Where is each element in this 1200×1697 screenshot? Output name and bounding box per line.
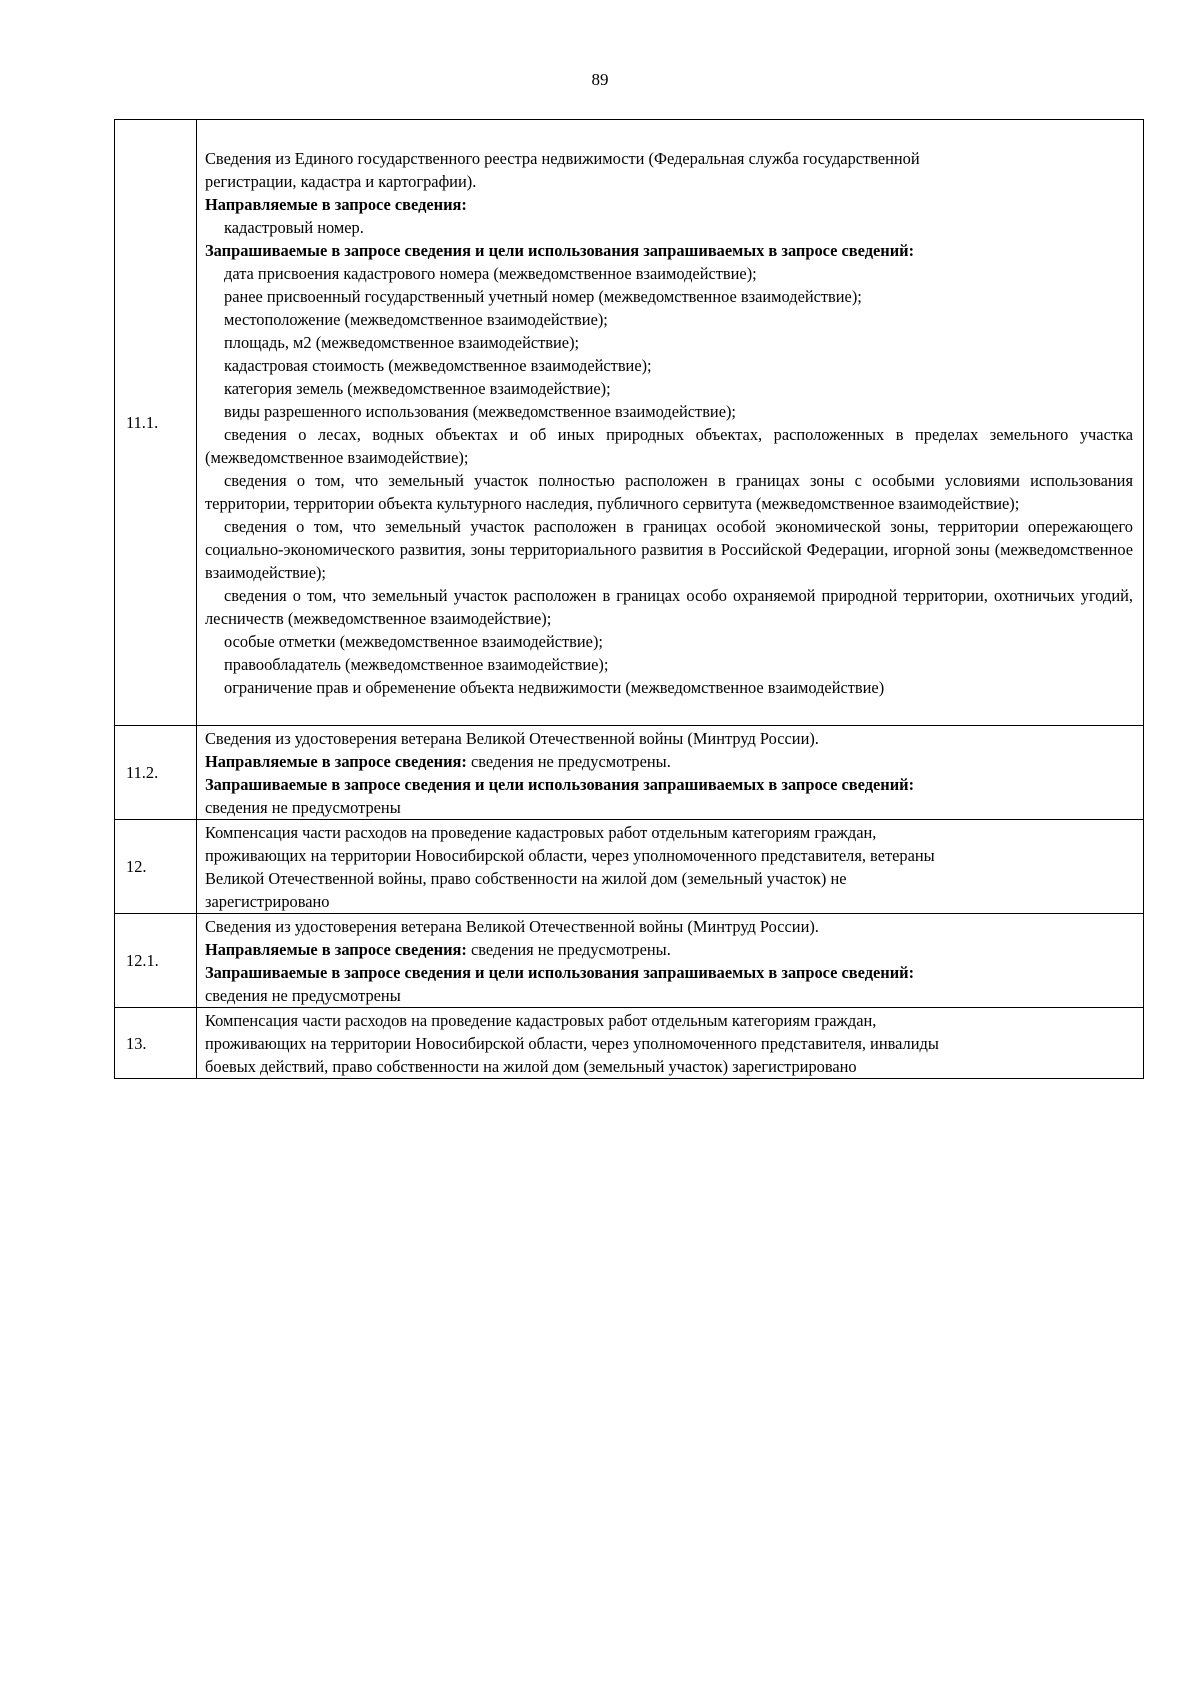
requested-value: сведения не предусмотрены	[205, 985, 401, 1005]
row-number: 12.	[115, 820, 197, 914]
table-row	[115, 120, 1144, 726]
requested-heading: Запрашиваемые в запросе сведения и цели использования запрашиваемых в запросе сведений:	[205, 962, 915, 982]
list-item: кадастровая стоимость (межведомственное взаимодействие);	[224, 355, 652, 375]
list-item: местоположение (межведомственное взаимодействие);	[224, 309, 608, 329]
sent-heading: Направляемые в запросе сведения:	[205, 194, 467, 214]
sent-heading: Направляемые в запросе сведения:	[205, 939, 467, 959]
row-number: 13.	[115, 1008, 197, 1079]
table-row	[115, 726, 1144, 820]
sent-heading: Направляемые в запросе сведения:	[205, 751, 467, 771]
list-paragraph: сведения о лесах, водных объектах и об иных природных объектах, расположенных в пределах земельного участка (межведомственное взаимодействие);	[205, 424, 1133, 467]
source-text: регистрации, кадастра и картографии).	[205, 171, 477, 191]
services-table	[114, 119, 1144, 1079]
row-content	[197, 914, 1144, 1008]
row-number: 12.1.	[115, 914, 197, 1008]
requested-heading: Запрашиваемые в запросе сведения и цели использования запрашиваемых в запросе сведений:	[205, 240, 915, 260]
table-row	[115, 914, 1144, 1008]
page-number: 89	[591, 70, 609, 89]
service-text: Компенсация части расходов на проведение кадастровых работ отдельным категориям граждан,	[205, 1010, 877, 1030]
list-item: дата присвоения кадастрового номера (межведомственное взаимодействие);	[224, 263, 757, 283]
list-paragraph: сведения о том, что земельный участок полностью расположен в границах зоны с особыми условиями использования территории, территории объекта культурного наследия, публичного сервитута (межведомственное взаимодействие);	[205, 470, 1133, 513]
list-item: ограничение прав и обременение объекта недвижимости (межведомственное взаимодействие)	[224, 677, 885, 697]
list-item: виды разрешенного использования (межведомственное взаимодействие);	[224, 401, 736, 421]
row-content	[197, 120, 1144, 726]
service-text: проживающих на территории Новосибирской области, через уполномоченного представителя, ветераны	[205, 845, 935, 865]
service-text: проживающих на территории Новосибирской области, через уполномоченного представителя, инвалиды	[205, 1033, 939, 1053]
sent-value: сведения не предусмотрены.	[466, 751, 671, 771]
source-text: Сведения из удостоверения ветерана Великой Отечественной войны (Минтруд России).	[205, 728, 819, 748]
list-item: категория земель (межведомственное взаимодействие);	[224, 378, 611, 398]
row-content	[197, 726, 1144, 820]
list-item: правообладатель (межведомственное взаимодействие);	[224, 654, 609, 674]
table-row	[115, 820, 1144, 914]
list-paragraph: сведения о том, что земельный участок расположен в границах особо охраняемой природной территории, охотничьих угодий, лесничеств (межведомственное взаимодействие);	[205, 585, 1133, 628]
service-text: зарегистрировано	[205, 891, 330, 911]
source-text: Сведения из Единого государственного реестра недвижимости (Федеральная служба государственной	[205, 148, 920, 168]
row-number: 11.2.	[115, 726, 197, 820]
requested-value: сведения не предусмотрены	[205, 797, 401, 817]
list-item: ранее присвоенный государственный учетный номер (межведомственное взаимодействие);	[224, 286, 862, 306]
list-item: площадь, м2 (межведомственное взаимодействие);	[224, 332, 580, 352]
requested-heading: Запрашиваемые в запросе сведения и цели использования запрашиваемых в запросе сведений:	[205, 774, 915, 794]
source-text: Сведения из удостоверения ветерана Великой Отечественной войны (Минтруд России).	[205, 916, 819, 936]
row-content	[197, 1008, 1144, 1079]
table-row	[115, 1008, 1144, 1079]
sent-value: сведения не предусмотрены.	[466, 939, 671, 959]
list-item: особые отметки (межведомственное взаимодействие);	[224, 631, 603, 651]
service-text: боевых действий, право собственности на жилой дом (земельный участок) зарегистрировано	[205, 1056, 857, 1076]
service-text: Компенсация части расходов на проведение кадастровых работ отдельным категориям граждан,	[205, 822, 877, 842]
row-number: 11.1.	[115, 120, 197, 726]
list-paragraph: сведения о том, что земельный участок расположен в границах особой экономической зоны, территории опережающего социально-экономического развития, зоны территориального развития в Российской Федерации, игорной зоны (межведомственное взаимодействие);	[205, 516, 1133, 582]
row-content	[197, 820, 1144, 914]
service-text: Великой Отечественной войны, право собственности на жилой дом (земельный участок) не	[205, 868, 847, 888]
sent-item: кадастровый номер.	[224, 217, 364, 237]
